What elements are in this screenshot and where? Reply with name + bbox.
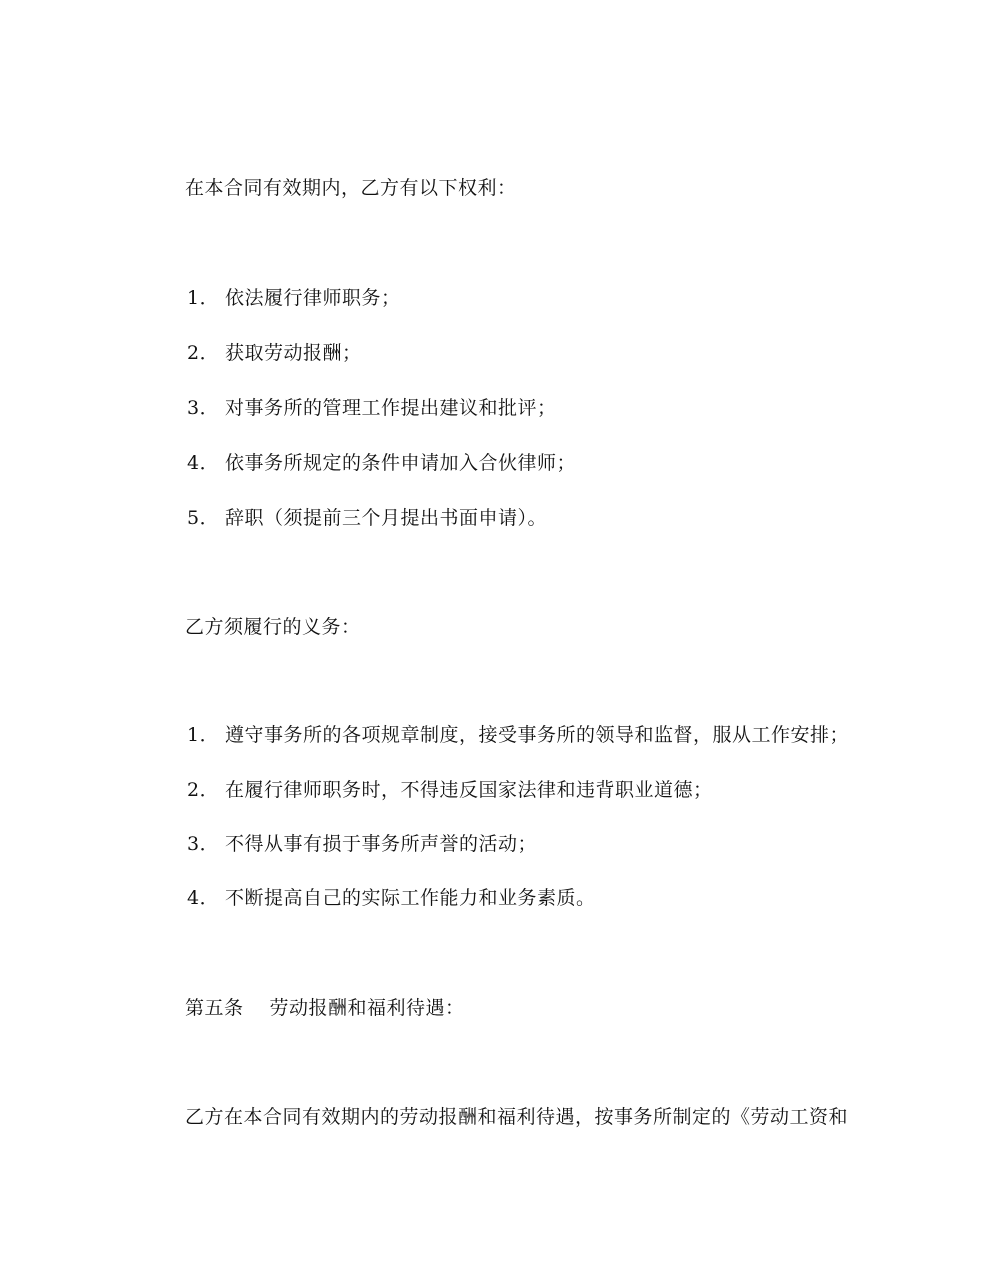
duties-item-1 (187, 723, 849, 747)
list-number: 3． (187, 833, 220, 855)
list-number: 2． (187, 342, 220, 364)
rights-intro: 在本合同有效期内，乙方有以下权利： (185, 177, 517, 199)
list-text: 辞职（须提前三个月提出书面申请）。 (225, 507, 548, 529)
list-text: 获取劳动报酬； (225, 342, 362, 364)
article-5-title: 劳动报酬和福利待遇： (269, 997, 465, 1019)
rights-item-5 (187, 506, 547, 530)
list-number: 2． (187, 779, 220, 801)
list-text: 遵守事务所的各项规章制度，接受事务所的领导和监督，服从工作安排； (225, 724, 850, 746)
list-text: 依事务所规定的条件申请加入合伙律师； (225, 452, 577, 474)
list-text: 不得从事有损于事务所声誉的活动； (225, 833, 538, 855)
article-5-heading (185, 996, 465, 1020)
duties-item-4 (187, 886, 596, 910)
article-5-body: 乙方在本合同有效期内的劳动报酬和福利待遇，按事务所制定的《劳动工资和 (185, 1106, 849, 1128)
list-text: 在履行律师职务时，不得违反国家法律和违背职业道德； (225, 779, 713, 801)
rights-item-1 (187, 286, 401, 310)
list-number: 4． (187, 452, 220, 474)
list-number: 1． (187, 724, 220, 746)
list-number: 5． (187, 507, 220, 529)
rights-item-4 (187, 451, 576, 475)
rights-item-3 (187, 396, 557, 420)
list-text: 不断提高自己的实际工作能力和业务素质。 (225, 887, 596, 909)
duties-item-3 (187, 832, 537, 856)
duties-item-2 (187, 778, 713, 802)
list-text: 依法履行律师职务； (225, 287, 401, 309)
list-number: 3． (187, 397, 220, 419)
list-number: 1． (187, 287, 220, 309)
rights-item-2 (187, 341, 362, 365)
list-text: 对事务所的管理工作提出建议和批评； (225, 397, 557, 419)
list-number: 4． (187, 887, 220, 909)
duties-intro: 乙方须履行的义务： (185, 616, 361, 638)
article-5-label: 第五条 (185, 997, 244, 1019)
